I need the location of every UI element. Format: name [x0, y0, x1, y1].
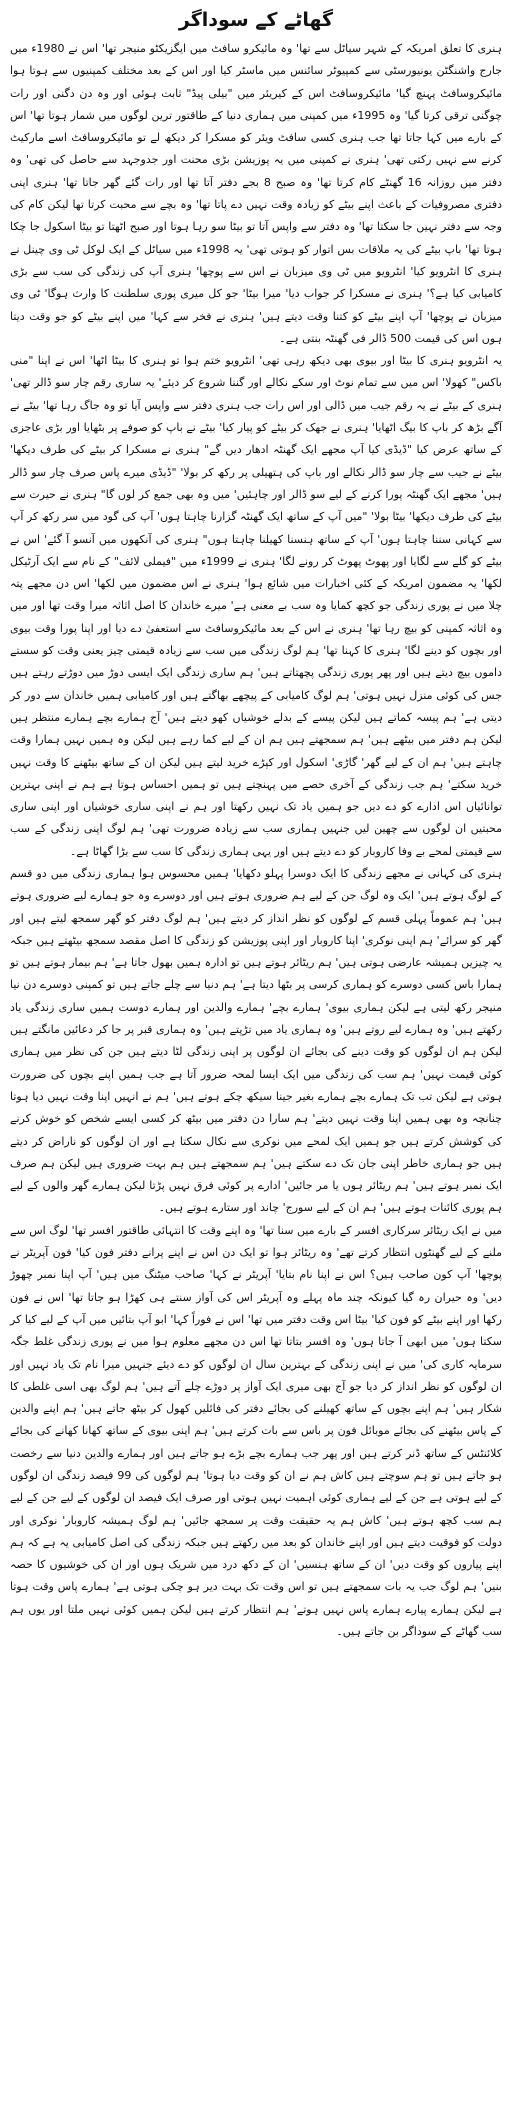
- paragraph: میں نے ایک ریٹائر سرکاری افسر کے بارے میں سنا تھا' وہ اپنے وقت کا انتہائی طاقتور افسر تھا' لوگ اس سے ملنے کے لیے گھنٹوں انتظار کرتے تھے' وہ ریٹائر ہوا تو ایک دن اس نے اپنے پرانے دفتر فون کیا' فون آپریٹر نے پوچھا' آپ کون صاحب ہیں؟ اس نے اپنا نام بتایا' آپریٹر نے کہا' صاحب میٹنگ میں ہیں' آپ اپنا نمبر چھوڑ دیں' وہ حیران رہ گیا کیونکہ چند ماہ پہلے وہ آپریٹر اس کی آواز سنتے ہی کھڑا ہو جاتا تھا' اس نے فون رکھا اور اپنے بیٹے کو فون کیا' بیٹا اس وقت دفتر میں تھا' اس نے فوراً کہا' ابو آپ بتائیں میں آپ کے لیے کیا کر سکتا ہوں' میں ابھی آ جاتا ہوں' وہ افسر بتاتا تھا اس دن مجھے معلوم ہوا میں نے پوری زندگی غلط جگہ سرمایہ کاری کی' میں نے اپنی زندگی کے بہترین سال ان لوگوں کو دے دیئے جنہیں میرا نام تک یاد نہیں اور ان لوگوں کو نظر انداز کر دیا جو آج بھی میری ایک آواز پر دوڑے چلے آتے ہیں' ہم لوگ بھی اسی غلطی کا شکار ہیں' ہم اپنے بچوں کے ساتھ کھیلنے کی بجائے دفتر کی فائلیں کھول کر بیٹھ جاتے ہیں' ہم اپنے والدین کے پاس بیٹھنے کی بجائے موبائل فون پر باس سے بات کرتے ہیں' ہم اپنی بیوی کے ساتھ کھانا کھانے کی بجائے کلائنٹس کے ساتھ ڈنر کرتے ہیں اور پھر جب ہمارے بچے بڑے ہو جاتے ہیں اور ہمارے والدین دنیا سے رخصت ہو جاتے ہیں تو ہم سوچتے ہیں کاش ہم نے ان کو وقت دیا ہوتا' ہم لوگوں کی 99 فیصد زندگی ان لوگوں کے لیے ہوتی ہے جن کے لیے ہماری کوئی اہمیت نہیں ہوتی اور صرف ایک فیصد ان لوگوں کے لیے جن کے لیے ہم سب کچھ ہوتے ہیں' کاش ہم یہ حقیقت وقت پر سمجھ جائیں' ہم لوگ ہمیشہ کاروبار' نوکری اور دولت کو فوقیت دیتے ہیں اور اپنے خاندان کو بعد میں رکھتے ہیں جبکہ زندگی کی اصل کامیابی یہ ہے کہ ہم اپنے پیاروں کو وقت دیں' ان کے ساتھ ہنسیں' ان کے دکھ درد میں شریک ہوں اور ان کی خوشیوں کا حصہ بنیں' ہم لوگ جب یہ بات سمجھتے ہیں تو اس وقت تک بہت دیر ہو چکی ہوتی ہے' ہمارے پاس وقت ہوتا ہے لیکن ہمارے پیارے ہمارے پاس نہیں ہوتے' ہم انتظار کرتے ہیں لیکن ہمیں کوئی نہیں ملتا اور یوں ہم سب گھاٹے کے سوداگر بن جاتے ہیں۔: [10, 1223, 502, 1639]
- article-title: گھاٹے کے سوداگر: [178, 9, 334, 31]
- paragraph: ہنری کا تعلق امریکہ کے شہر سیاٹل سے تھا' وہ مائیکرو سافٹ میں ایگزیکٹو منیجر تھا' اس نے 1980ء میں جارج واشنگٹن یونیورسٹی سے کمپیوٹر سائنس میں ماسٹر کیا اور اس کے بعد مختلف کمپنیوں سے ہوتا ہوا مائیکروسافٹ پہنچ گیا' مائیکروسافٹ اس کے کیریئر میں "بیلی پیڈ" ثابت ہوئی اور وہ دن دگنی اور رات چوگنی ترقی کرتا گیا' وہ 1995ء میں کمپنی میں ہماری دنیا کے طاقتور ترین لوگوں میں شمار ہوتا تھا' اس کے بارے میں کہا جاتا تھا جب ہنری کسی سافٹ ویئر کو مسکرا کر دیکھ لے تو مائیکروسافٹ اسے مارکیٹ کرنے سے نہیں رکتی تھی' ہنری نے کمپنی میں یہ پوزیشن بڑی محنت اور جدوجہد سے حاصل کی تھی' وہ دفتر میں روزانہ 16 گھنٹے کام کرتا تھا' وہ صبح 8 بجے دفتر آتا تھا اور رات گئے گھر جاتا تھا' ہنری اپنی دفتری مصروفیات کے باعث اپنے بیٹے کو زیادہ وقت نہیں دے پاتا تھا' وہ بچے سے محبت کرتا تھا لیکن کام کی وجہ سے دفتر نہیں جا سکتا تھا' وہ دفتر سے واپس آتا تو بیٹا سو رہا ہوتا اور صبح اٹھتا تو بیٹا اسکول جا چکا ہوتا تھا' باپ بیٹے کی یہ ملاقات بس اتوار کو ہوتی تھی' یہ 1998ء میں سیاٹل کے ایک لوکل ٹی وی چینل نے ہنری کا انٹرویو کیا' انٹرویو میں ٹی وی میزبان نے اس سے پوچھا' ہنری آپ کی زندگی کی سب سے بڑی کامیابی کیا ہے؟' ہنری نے مسکرا کر جواب دیا' میرا بیٹا' جو کل میری پوری سلطنت کا وارث ہوگا' ٹی وی میزبان نے پوچھا' آپ اپنے بیٹے کو کتنا وقت دیتے ہیں' ہنری نے فخر سے کہا' میں اپنے بیٹے کو جو وقت دیتا ہوں اس کی قیمت 500 ڈالر فی گھنٹہ بنتی ہے۔: [10, 42, 503, 345]
- article-body: [10, 38, 502, 1643]
- paragraph: ہنری کی کہانی نے مجھے زندگی کا ایک دوسرا پہلو دکھایا' ہمیں محسوس ہوا ہماری زندگی میں دو قسم کے لوگ ہوتے ہیں' ایک وہ لوگ جن کے لیے ہم ضروری ہوتے ہیں اور دوسرے وہ جو ہمارے لیے ضروری ہوتے ہیں' ہم عموماً پہلی قسم کے لوگوں کو نظر انداز کر دیتے ہیں' ہم لوگ دفتر کو گھر سمجھ لیتے ہیں اور گھر کو سرائے' ہم اپنی نوکری' اپنا کاروبار اور اپنی پوزیشن کو زندگی کا اصل مقصد سمجھ بیٹھتے ہیں جبکہ یہ چیزیں ہمیشہ عارضی ہوتی ہیں' ہم ریٹائر ہوتے ہیں تو ادارہ ہمیں بھول جاتا ہے' ہم بیمار ہوتے ہیں تو ہمارا باس کسی دوسرے کو ہماری کرسی پر بٹھا دیتا ہے' ہم دنیا سے چلے جاتے ہیں تو کمپنی دوسرے دن نیا منیجر رکھ لیتی ہے لیکن ہماری بیوی' ہمارے بچے' ہمارے والدین اور ہمارے دوست ہمیں ساری زندگی یاد رکھتے ہیں' وہ ہمارے لیے روتے ہیں' وہ ہماری یاد میں تڑپتے ہیں' وہ ہماری قبر پر جا کر دعائیں مانگتے ہیں لیکن ہم ان لوگوں کو وقت دینے کی بجائے ان لوگوں پر اپنی زندگی لٹا دیتے ہیں جن کی نظر میں ہماری کوئی قیمت نہیں' ہم سب کی زندگی میں ایک ایسا لمحہ ضرور آتا ہے جب ہمیں اپنے بچوں کی ضرورت ہوتی ہے لیکن تب تک ہمارے بچے ہمارے بغیر جینا سیکھ چکے ہوتے ہیں' ہم نے انہیں اپنا وقت نہیں دیا ہوتا چنانچہ وہ بھی ہمیں اپنا وقت نہیں دیتے' ہم سارا دن دفتر میں بیٹھ کر کسی ایسے شخص کو خوش کرنے کی کوشش کرتے ہیں جو ہمیں ایک لمحے میں نوکری سے نکال سکتا ہے اور ان لوگوں کو ناراض کر دیتے ہیں جو ہماری خاطر اپنی جان تک دے سکتے ہیں' ہم سمجھتے ہیں ہم بہت ضروری ہیں لیکن ہم صرف ایک نمبر ہوتے ہیں' ہم ریٹائر ہوں یا مر جائیں' ادارے پر کوئی فرق نہیں پڑتا لیکن ہمارے گھر والوں کے لیے ہم پوری کائنات ہوتے ہیں' ہم ان کے لیے سورج' چاند اور ستارے ہوتے ہیں۔: [10, 866, 502, 1215]
- paragraph: یہ انٹرویو ہنری کا بیٹا اور بیوی بھی دیکھ رہی تھی' انٹرویو ختم ہوا تو ہنری کا بیٹا اٹھا' اس نے اپنا "منی باکس" کھولا' اس میں سے تمام نوٹ اور سکے نکالے اور گننا شروع کر دیئے' یہ ساری رقم چار سو ڈالر تھی' ہنری کے بیٹے نے یہ رقم جیب میں ڈالی اور اس رات جب ہنری دفتر سے واپس آیا تو وہ جاگ رہا تھا' بیٹے نے آگے بڑھ کر باپ کا بیگ اٹھایا' ہنری نے جھک کر بیٹے کو پیار کیا' بیٹے نے باپ کو صوفے پر بٹھایا اور بڑی عاجزی کے ساتھ عرض کیا "ڈیڈی کیا آپ مجھے ایک گھنٹہ ادھار دیں گے" ہنری نے مسکرا کر بیٹے کی طرف دیکھا' بیٹے نے جیب سے چار سو ڈالر نکالے اور باپ کی ہتھیلی پر رکھ کر بولا' "ڈیڈی میرے پاس صرف چار سو ڈالر ہیں' مجھے ایک گھنٹہ پورا کرنے کے لیے سو ڈالر اور چاہئیں' میں وہ بھی جمع کر لوں گا" ہنری نے حیرت سے بیٹے کی طرف دیکھا' بیٹا بولا' "میں آپ کے ساتھ ایک گھنٹہ گزارنا چاہتا ہوں' آپ کی گود میں سر رکھ کر آپ سے کہانی سننا چاہتا ہوں' آپ کے ساتھ ہنسنا کھیلنا چاہتا ہوں" ہنری کی آنکھوں میں آنسو آ گئے' اس نے بیٹے کو گلے سے لگایا اور پھوٹ پھوٹ کر رونے لگا' ہنری نے 1999ء میں "فیملی لائف" کے نام سے ایک آرٹیکل لکھا' یہ مضمون امریکہ کے کئی اخبارات میں شائع ہوا' ہنری نے اس مضمون میں لکھا' اس دن مجھے پتہ چلا میں نے پوری زندگی جو کچھ کمایا وہ سب بے معنی ہے' میرے خاندان کا اصل اثاثہ میرا وقت تھا اور میں وہ اثاثہ کمپنی کو بیچ رہا تھا' ہنری نے اس کے بعد مائیکروسافٹ سے استعفیٰ دے دیا اور اپنا پورا وقت بیوی اور بچوں کو دینے لگا' ہنری کا کہنا تھا' ہم لوگ زندگی میں سب سے زیادہ قیمتی چیز یعنی وقت کو سستے داموں بیچ دیتے ہیں اور پھر پوری زندگی پچھتاتے ہیں' ہم ساری زندگی ایک ایسی دوڑ میں دوڑتے رہتے ہیں جس کی کوئی منزل نہیں ہوتی' ہم لوگ کامیابی کے پیچھے بھاگتے ہیں اور کامیابی ہمیں خاندان سے دور کر دیتی ہے' ہم پیسہ کماتے ہیں لیکن پیسے کے بدلے خوشیاں کھو دیتے ہیں' آج ہمارے بچے ہمارے منتظر ہیں لیکن ہم دفتر میں بیٹھے ہیں' ہم سمجھتے ہیں ہم ان کے لیے کما رہے ہیں لیکن وہ ہمیں نہیں ہمارا وقت چاہتے ہیں' ہم ان کے لیے گھر' گاڑی' اسکول اور کپڑے خرید لیتے ہیں لیکن ان کے ساتھ بیٹھنے کا وقت نہیں خرید سکتے' ہم جب زندگی کے آخری حصے میں پہنچتے ہیں تو ہمیں احساس ہوتا ہے ہم نے اپنی بہترین توانائیاں اس ادارے کو دے دیں جو ہمیں یاد تک نہیں رکھتا اور ہم نے اپنی ساری خوشیاں اور اپنی ساری محبتیں ان لوگوں سے چھین لیں جنہیں ہماری سب سے زیادہ ضرورت تھی' ہم لوگ اپنی زندگی کے سب سے قیمتی لمحے بے وفا کاروبار کو دے دیتے ہیں اور یہی ہماری زندگی کا سب سے بڑا گھاٹا ہے۔: [10, 354, 502, 858]
